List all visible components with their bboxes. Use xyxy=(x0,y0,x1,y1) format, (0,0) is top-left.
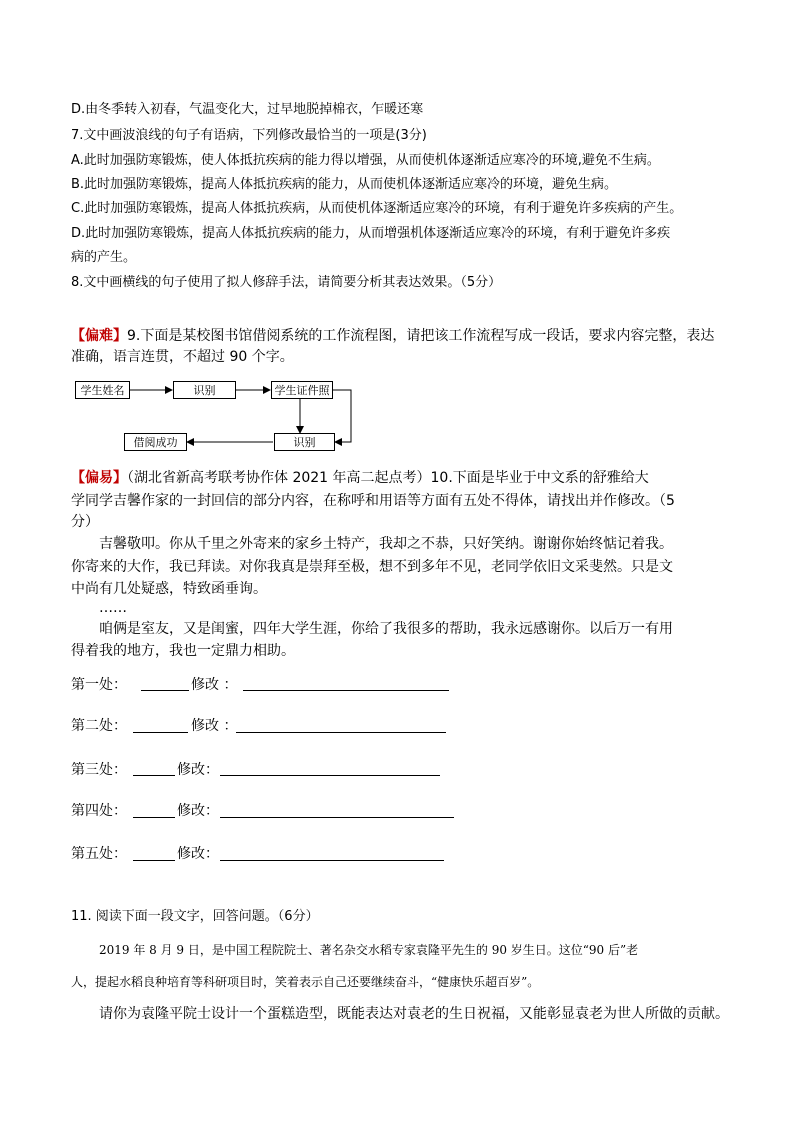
q11-passage-line1: 2019 年 8 月 9 日，是中国工程院院士、著名杂交水稻专家袁隆平先生的 90 岁生日。这位“90 后”老 xyxy=(99,943,639,957)
q11-task: 请你为袁隆平院士设计一个蛋糕造型，既能表达对袁老的生日祝福，又能彰显袁老为世人所做的贡献。 xyxy=(99,1006,729,1022)
answer-4-label: 第四处： xyxy=(71,803,127,819)
answer-4-modify-blank[interactable] xyxy=(220,817,454,818)
q9-stem-text: 9.下面是某校图书馆借阅系统的工作流程图，请把该工作流程写成一段话，要求内容完整，表达 xyxy=(127,328,715,344)
answer-1-label: 第一处： xyxy=(71,677,127,693)
answer-5-label: 第五处： xyxy=(71,846,127,862)
q7-option-c: C.此时加强防寒锻炼，提高人体抵抗疾病，从而使机体逐渐适应寒冷的环境，有利于避免许多疾病的产生。 xyxy=(71,201,683,216)
answer-1-modify-label: 修改 ： xyxy=(191,677,238,693)
answer-2-blank[interactable] xyxy=(133,732,188,733)
answer-2-modify-blank[interactable] xyxy=(236,732,446,733)
answer-3-modify-blank[interactable] xyxy=(220,775,440,776)
q9-stem-line2: 准确，语言连贯，不超过 90 个字。 xyxy=(71,349,294,365)
difficulty-tag-easy: 【偏易】 xyxy=(71,470,127,486)
answer-3-label: 第三处： xyxy=(71,762,127,778)
flow-node-borrow-success: 借阅成功 xyxy=(124,433,187,451)
letter-line-1: 吉馨敬叩。你从千里之外寄来的家乡土特产，我却之不恭，只好笑纳。谢谢你始终惦记着我。 xyxy=(99,536,673,552)
answer-3-blank[interactable] xyxy=(133,775,175,776)
q11-stem: 11. 阅读下面一段文字，回答问题。（6分） xyxy=(71,909,319,924)
answer-2-label: 第二处： xyxy=(71,718,127,734)
q7-option-d-line2: 病的产生。 xyxy=(71,250,137,265)
q8-stem: 8.文中画横线的句子使用了拟人修辞手法，请简要分析其表达效果。（5分） xyxy=(71,275,502,290)
answer-5-modify-blank[interactable] xyxy=(220,860,444,861)
q10-stem-line1 xyxy=(71,468,649,488)
q10-stem-line3: 分） xyxy=(71,514,99,530)
q11-passage-line2: 人，提起水稻良种培育等科研项目时，笑着表示自己还要继续奋斗，“健康快乐超百岁”。 xyxy=(71,975,540,989)
answer-1-modify-blank[interactable] xyxy=(243,690,449,691)
answer-5-blank[interactable] xyxy=(133,860,175,861)
q10-stem-text: （湖北省新高考联考协作体 2021 年高二起点考）10.下面是毕业于中文系的舒雅给大 xyxy=(127,470,649,486)
answer-4-blank[interactable] xyxy=(133,817,175,818)
answer-4-modify-label: 修改： xyxy=(177,803,219,819)
answer-1-blank[interactable] xyxy=(141,690,189,691)
letter-line-2: 你寄来的大作，我已拜读。对你我真是崇拜至极，想不到多年不见，老同学依旧文采斐然。只是文 xyxy=(71,559,673,575)
letter-line-3: 中尚有几处疑惑，特致函垂询。 xyxy=(71,581,267,597)
flow-node-identify-1: 识别 xyxy=(173,381,236,399)
q7-option-d-line1: D.此时加强防寒锻炼，提高人体抵抗疾病的能力，从而增强机体逐渐适应寒冷的环境，有利于避免许多疾 xyxy=(71,226,671,241)
q6-option-d: D.由冬季转入初春，气温变化大，过早地脱掉棉衣，乍暖还寒 xyxy=(71,102,424,117)
letter-line-4: 咱俩是室友，又是闺蜜，四年大学生涯，你给了我很多的帮助，我永远感谢你。以后万一有用 xyxy=(99,621,673,637)
arrow-photo-loop xyxy=(333,390,351,442)
flow-node-identify-2: 识别 xyxy=(274,433,335,451)
q10-stem-line2: 学同学吉馨作家的一封回信的部分内容，在称呼和用语等方面有五处不得体，请找出并作修改。（5 xyxy=(71,493,675,509)
flow-node-student-name: 学生姓名 xyxy=(75,381,130,399)
letter-ellipsis: …… xyxy=(99,600,127,616)
answer-3-modify-label: 修改： xyxy=(177,762,219,778)
letter-line-5: 得着我的地方，我也一定鼎力相助。 xyxy=(71,643,295,659)
q7-stem: 7.文中画波浪线的句子有语病，下列修改最恰当的一项是(3分) xyxy=(71,128,427,143)
q7-option-a: A.此时加强防寒锻炼，使人体抵抗疾病的能力得以增强，从而使机体逐渐适应寒冷的环境,避免不生病。 xyxy=(71,153,660,168)
difficulty-tag-hard: 【偏难】 xyxy=(71,328,127,344)
flow-node-student-id-photo: 学生证件照 xyxy=(271,381,333,399)
answer-5-modify-label: 修改： xyxy=(177,846,219,862)
answer-2-modify-label: 修改 ： xyxy=(191,718,238,734)
q7-option-b: B.此时加强防寒锻炼，提高人体抵抗疾病的能力，从而使机体逐渐适应寒冷的环境，避免生病。 xyxy=(71,177,618,192)
